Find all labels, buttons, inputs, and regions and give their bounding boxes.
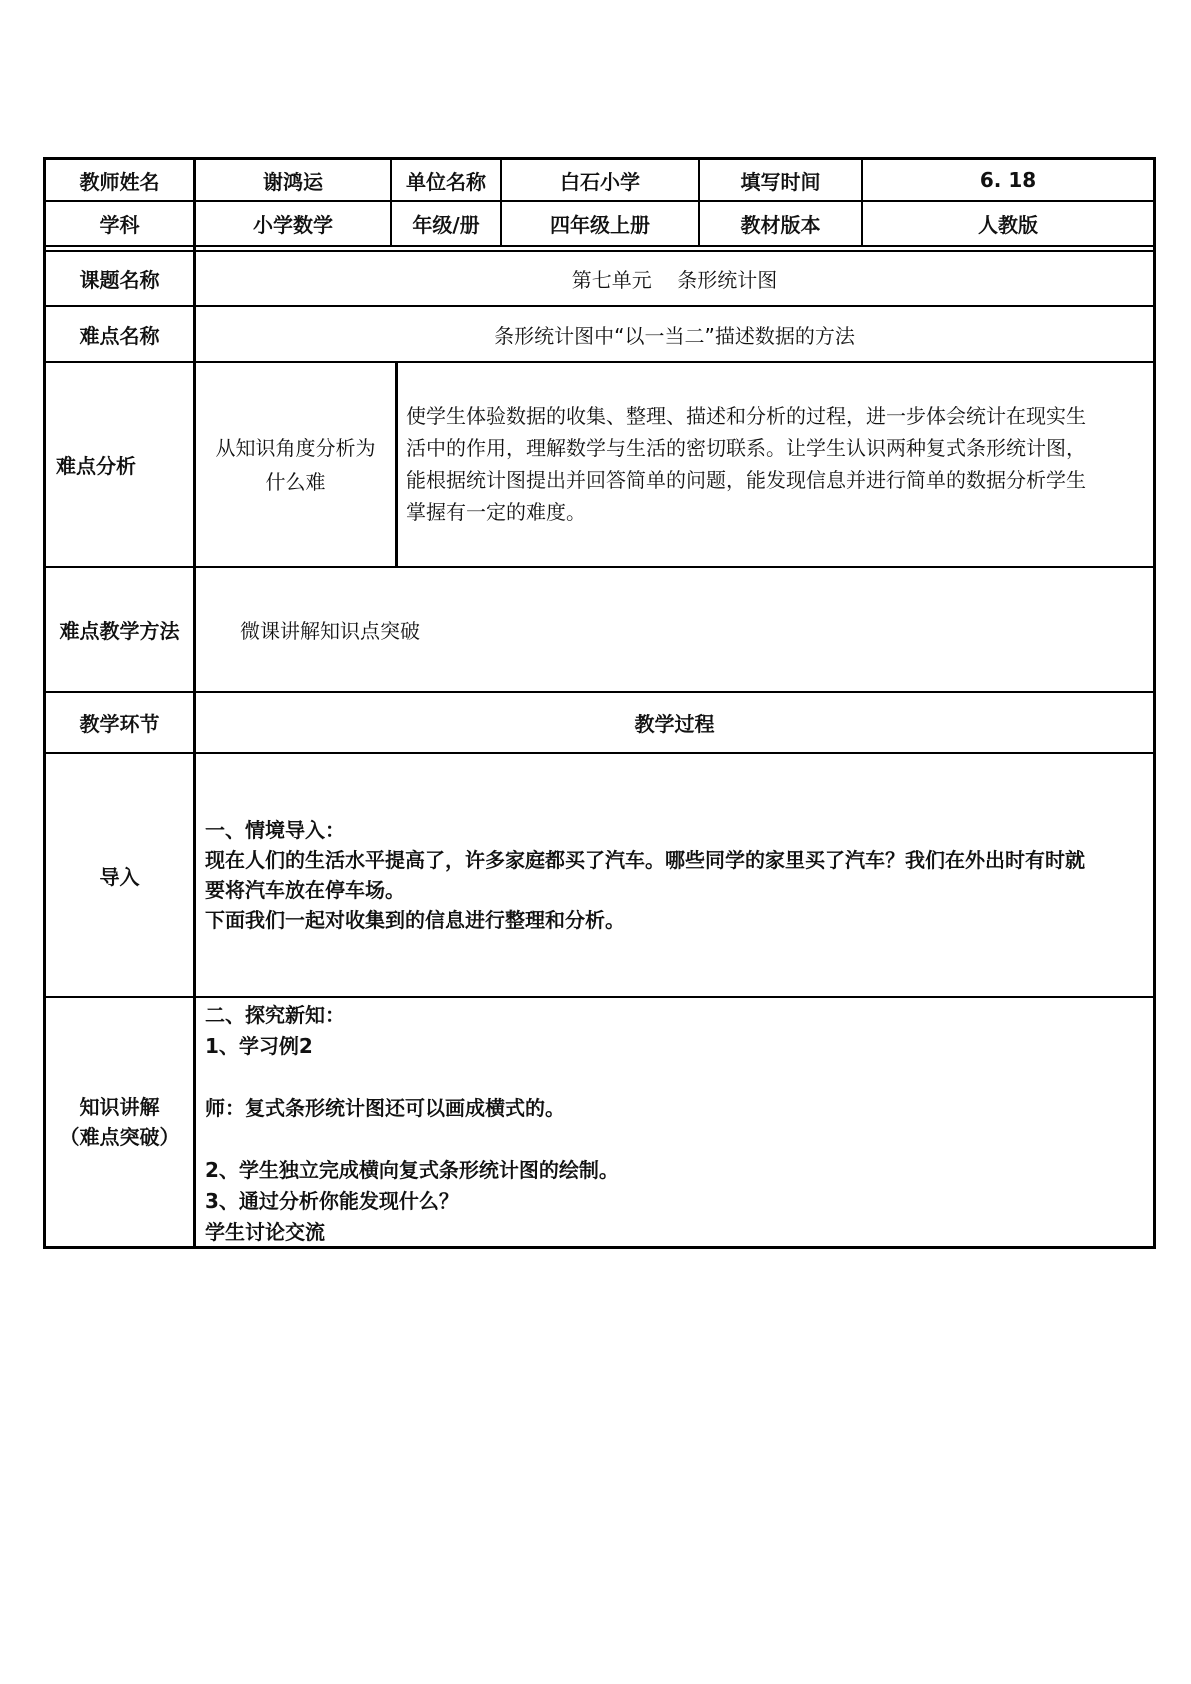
table-column-divider	[395, 361, 398, 567]
knowledge-stage-label-line: （难点突破）	[59, 1125, 180, 1149]
subject-label: 学科	[99, 213, 140, 237]
intro-content	[205, 815, 1150, 935]
knowledge-content	[205, 1000, 1150, 1248]
table-divider	[43, 996, 1156, 998]
topic-value: 第七单元 条形统计图	[571, 268, 778, 292]
knowledge-line: 2、学生独立完成横向复式条形统计图的绘制。	[205, 1158, 619, 1182]
edition-label: 教材版本	[740, 213, 821, 237]
analysis-text-line: 使学生体验数据的收集、整理、描述和分析的过程，进一步体会统计在现实生	[406, 404, 1086, 428]
intro-line: 现在人们的生活水平提高了，许多家庭都买了汽车。哪些同学的家里买了汽车？我们在外出时有时就	[205, 848, 1085, 872]
knowledge-line: 3、通过分析你能发现什么？	[205, 1189, 459, 1213]
intro-line: 一、情境导入：	[205, 818, 345, 842]
teaching-method-label: 难点教学方法	[59, 619, 180, 643]
knowledge-line: 师：复式条形统计图还可以画成横式的。	[205, 1096, 565, 1120]
fill-date-label: 填写时间	[740, 169, 821, 194]
intro-line: 要将汽车放在停车场。	[205, 878, 405, 902]
difficulty-name-value: 条形统计图中“以一当二”描述数据的方法	[494, 323, 855, 348]
analysis-text-line: 掌握有一定的难度。	[406, 500, 586, 524]
knowledge-stage-label-line: 知识讲解	[79, 1095, 160, 1119]
grade-label: 年级/册	[412, 213, 480, 237]
teaching-process-header: 教学过程	[634, 712, 715, 736]
knowledge-line	[205, 1062, 1150, 1093]
teaching-method-value: 微课讲解知识点突破	[240, 619, 420, 643]
unit-name-label: 单位名称	[406, 169, 486, 194]
teaching-stage-header: 教学环节	[79, 712, 160, 736]
subject-value: 小学数学	[253, 213, 333, 237]
analysis-sub-label-line: 从知识角度分析为	[215, 435, 376, 460]
knowledge-line	[205, 1124, 1150, 1155]
difficulty-analysis-label: 难点分析	[56, 454, 136, 478]
unit-name-value: 白石小学	[560, 169, 640, 194]
teacher-name-label: 教师姓名	[79, 169, 160, 194]
teacher-name-value: 谢鸿运	[263, 169, 323, 194]
analysis-sub-label	[196, 363, 395, 566]
knowledge-line: 1、学习例2	[205, 1034, 313, 1058]
analysis-sub-label-line: 什么难	[265, 469, 326, 494]
fill-date-value: 6. 18	[979, 168, 1037, 192]
table-border-right	[1153, 157, 1156, 1249]
knowledge-line: 学生讨论交流	[205, 1220, 325, 1244]
intro-line: 下面我们一起对收集到的信息进行整理和分析。	[205, 908, 625, 932]
analysis-text	[406, 400, 1151, 528]
table-divider	[43, 245, 1156, 247]
analysis-text-line: 活中的作用，理解数学与生活的密切联系。让学生认识两种复式条形统计图，	[406, 436, 1086, 460]
topic-label: 课题名称	[79, 268, 160, 292]
analysis-text-line: 能根据统计图提出并回答简单的问题，能发现信息并进行简单的数据分析学生	[406, 468, 1086, 492]
difficulty-name-label: 难点名称	[79, 323, 160, 348]
edition-value: 人教版	[978, 213, 1038, 237]
knowledge-line: 二、探究新知：	[205, 1003, 345, 1027]
table-divider	[43, 752, 1156, 754]
intro-stage-label: 导入	[99, 864, 140, 889]
grade-value: 四年级上册	[550, 213, 650, 237]
knowledge-stage-label	[46, 998, 193, 1246]
